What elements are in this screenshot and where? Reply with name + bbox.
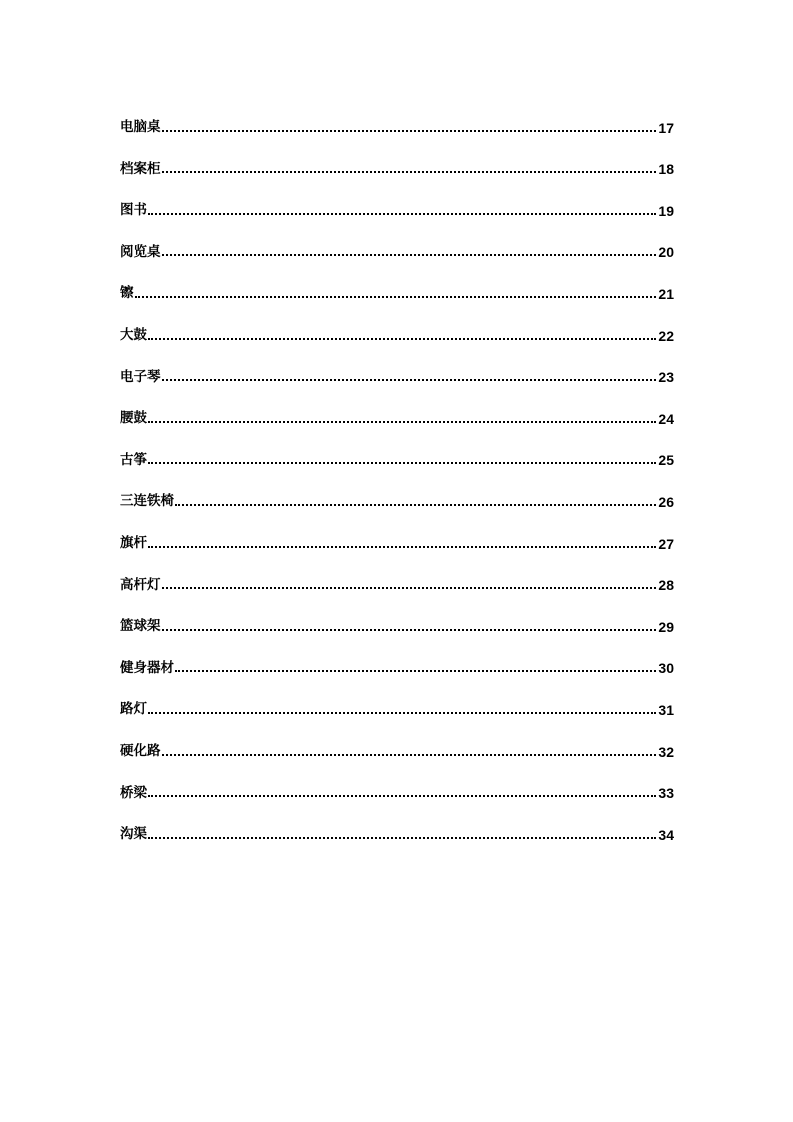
- toc-entry-page: 19: [658, 202, 674, 219]
- toc-entry-page: 17: [658, 119, 674, 136]
- toc-entry-title: 大鼓: [120, 327, 147, 344]
- toc-dot-leader: [175, 670, 656, 672]
- toc-entry-page: 20: [658, 244, 674, 261]
- toc-dot-leader: [148, 213, 656, 215]
- toc-entry[interactable]: [120, 480, 674, 522]
- toc-dot-leader: [162, 754, 657, 756]
- toc-entry-title: 健身器材: [120, 659, 174, 676]
- toc-dot-leader: [148, 795, 656, 797]
- toc-dot-leader: [162, 629, 657, 631]
- toc-entry[interactable]: [120, 813, 674, 855]
- toc-dot-leader: [162, 587, 657, 589]
- toc-entry[interactable]: [120, 772, 674, 814]
- toc-entry-page: 23: [658, 369, 674, 386]
- toc-entry-title: 沟渠: [120, 826, 147, 843]
- toc-dot-leader: [148, 546, 656, 548]
- toc-entry-title: 腰鼓: [120, 410, 147, 427]
- toc-entry-title: 路灯: [120, 701, 147, 718]
- toc-entry-title: 三连铁椅: [120, 493, 174, 510]
- toc-entry[interactable]: [120, 148, 674, 190]
- toc-dot-leader: [175, 504, 656, 506]
- toc-entry-title: 旗杆: [120, 535, 147, 552]
- toc-entry-title: 古筝: [120, 451, 147, 468]
- toc-entry-page: 21: [658, 285, 674, 302]
- toc-entry[interactable]: [120, 647, 674, 689]
- toc-entry-page: 34: [658, 826, 674, 843]
- toc-dot-leader: [148, 462, 656, 464]
- toc-entry-title: 镲: [120, 285, 134, 302]
- toc-dot-leader: [148, 421, 656, 423]
- toc-entry-page: 18: [658, 161, 674, 178]
- toc-entry-title: 阅览桌: [120, 243, 161, 260]
- toc-dot-leader: [148, 837, 656, 839]
- toc-entry-title: 篮球架: [120, 618, 161, 635]
- toc-entry-page: 27: [658, 535, 674, 552]
- toc-entry-page: 26: [658, 493, 674, 510]
- toc-entry-page: 29: [658, 618, 674, 635]
- toc-entry-title: 硬化路: [120, 743, 161, 759]
- toc-dot-leader: [162, 171, 657, 173]
- toc-dot-leader: [148, 712, 656, 714]
- toc-entry[interactable]: [120, 688, 674, 730]
- toc-dot-leader: [162, 254, 657, 256]
- table-of-contents: [120, 106, 674, 855]
- toc-entry[interactable]: [120, 397, 674, 439]
- toc-entry-page: 25: [658, 452, 674, 469]
- toc-entry-title: 电脑桌: [120, 119, 161, 136]
- toc-entry-title: 高杆灯: [120, 576, 161, 593]
- toc-dot-leader: [135, 296, 657, 298]
- toc-entry[interactable]: [120, 314, 674, 356]
- toc-entry-page: 32: [658, 743, 674, 760]
- toc-entry[interactable]: [120, 439, 674, 481]
- toc-entry-title: 图书: [120, 202, 147, 219]
- toc-entry[interactable]: [120, 730, 674, 772]
- toc-entry-title: 档案柜: [120, 160, 161, 177]
- toc-entry-page: 28: [658, 577, 674, 594]
- toc-entry[interactable]: [120, 272, 674, 314]
- toc-entry[interactable]: [120, 564, 674, 606]
- toc-dot-leader: [148, 338, 656, 340]
- toc-dot-leader: [162, 130, 657, 132]
- toc-entry-page: 22: [658, 327, 674, 344]
- toc-entry-page: 31: [658, 701, 674, 718]
- toc-entry-page: 33: [658, 785, 674, 802]
- toc-dot-leader: [162, 379, 657, 381]
- toc-entry[interactable]: [120, 231, 674, 273]
- toc-entry-title: 桥梁: [120, 784, 147, 801]
- toc-entry[interactable]: [120, 522, 674, 564]
- toc-entry[interactable]: [120, 106, 674, 148]
- toc-entry[interactable]: [120, 356, 674, 398]
- toc-entry[interactable]: [120, 189, 674, 231]
- toc-entry[interactable]: [120, 605, 674, 647]
- toc-entry-title: 电子琴: [120, 368, 161, 385]
- toc-entry-page: 24: [658, 410, 674, 427]
- toc-entry-page: 30: [658, 660, 674, 677]
